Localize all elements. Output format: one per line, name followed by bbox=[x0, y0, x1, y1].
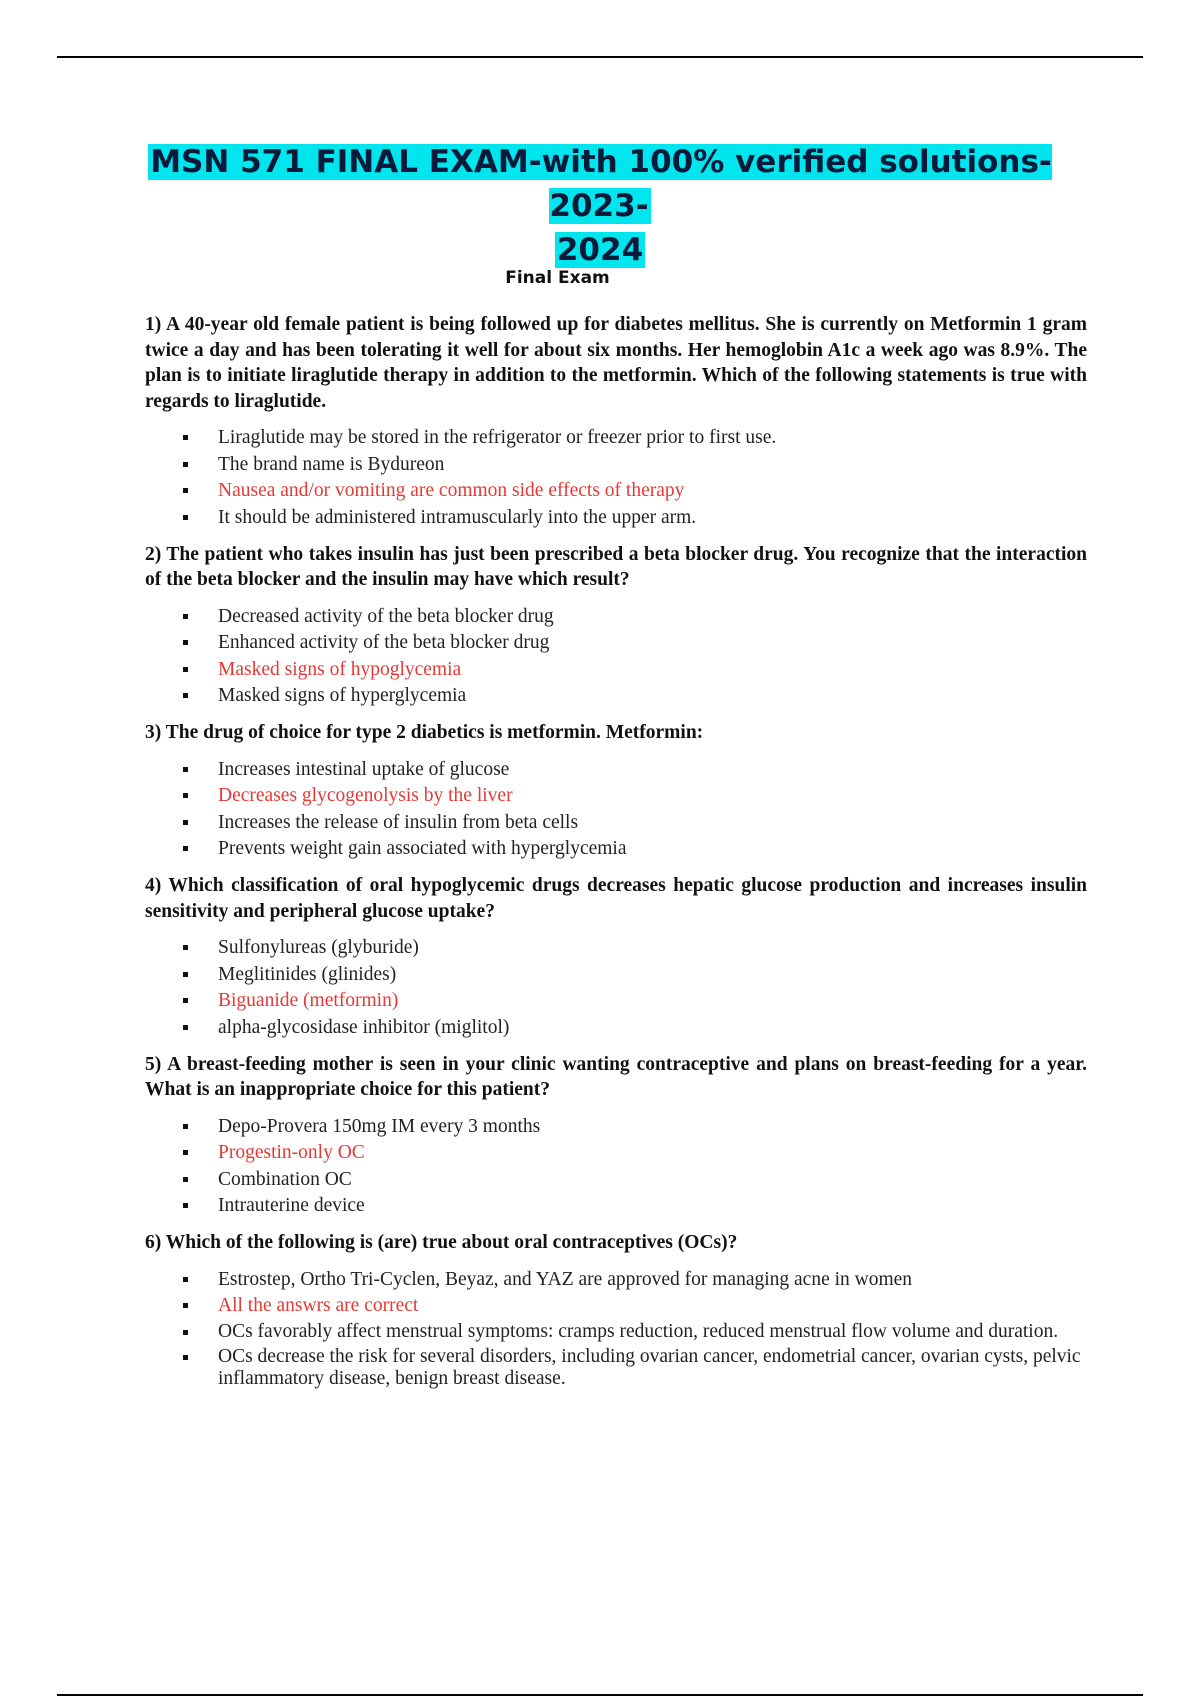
question-2-options bbox=[145, 605, 1087, 708]
option: The brand name is Bydureon bbox=[145, 453, 1087, 476]
correct-option: Biguanide (metformin) bbox=[145, 989, 1087, 1012]
option: Decreased activity of the beta blocker drug bbox=[145, 605, 1087, 628]
question-1: 1) A 40-year old female patient is being followed up for diabetes mellitus. She is currently on Metformin 1 gram twice a day and has been tolerating it well for about six months. Her hemoglobin A1c a week ago was 8.9%. The plan is to initiate liraglutide therapy in addition to the metformin. Which of the following statements is true with regards to liraglutide. bbox=[145, 314, 1087, 412]
option: Prevents weight gain associated with hyperglycemia bbox=[145, 837, 1087, 860]
option: Sulfonylureas (glyburide) bbox=[145, 936, 1087, 959]
question-6: 6) Which of the following is (are) true about oral contraceptives (OCs)? bbox=[145, 1232, 738, 1253]
question-5-options bbox=[145, 1115, 1087, 1218]
question-4: 4) Which classification of oral hypoglycemic drugs decreases hepatic glucose production and increases insulin sensitivity and peripheral glucose uptake? bbox=[145, 875, 1087, 922]
document-title bbox=[140, 140, 1060, 272]
option: Masked signs of hyperglycemia bbox=[145, 684, 1087, 707]
correct-option: All the answrs are correct bbox=[145, 1294, 1087, 1317]
question-6-options bbox=[145, 1268, 1087, 1391]
question-4-options bbox=[145, 936, 1087, 1039]
bottom-rule bbox=[57, 1694, 1143, 1696]
option: Intrauterine device bbox=[145, 1194, 1087, 1217]
correct-option: Nausea and/or vomiting are common side effects of therapy bbox=[145, 479, 1087, 502]
option: OCs decrease the risk for several disorders, including ovarian cancer, endometrial cancer, ovarian cysts, pelvic inflammatory disease, benign breast disease. bbox=[145, 1346, 1087, 1390]
option: Increases the release of insulin from beta cells bbox=[145, 811, 1087, 834]
option: Liraglutide may be stored in the refrigerator or freezer prior to first use. bbox=[145, 426, 1087, 449]
top-rule bbox=[57, 56, 1143, 58]
correct-option: Progestin-only OC bbox=[145, 1141, 1087, 1164]
question-3: 3) The drug of choice for type 2 diabetics is metformin. Metformin: bbox=[145, 722, 704, 743]
correct-option: Decreases glycogenolysis by the liver bbox=[145, 784, 1087, 807]
option: Estrostep, Ortho Tri-Cyclen, Beyaz, and YAZ are approved for managing acne in women bbox=[145, 1268, 1087, 1291]
question-list bbox=[145, 312, 1087, 1403]
option: alpha-glycosidase inhibitor (miglitol) bbox=[145, 1016, 1087, 1039]
title-line-1: MSN 571 FINAL EXAM-with 100% verified solutions-2023- bbox=[150, 144, 1052, 224]
title-line-2: 2024 bbox=[556, 232, 644, 268]
option: Meglitinides (glinides) bbox=[145, 963, 1087, 986]
option: Enhanced activity of the beta blocker drug bbox=[145, 631, 1087, 654]
question-2: 2) The patient who takes insulin has just been prescribed a beta blocker drug. You recognize that the interaction of the beta blocker and the insulin may have which result? bbox=[145, 543, 1087, 590]
option: OCs favorably affect menstrual symptoms: cramps reduction, reduced menstrual flow volume and duration. bbox=[145, 1321, 1087, 1343]
option: Depo-Provera 150mg IM every 3 months bbox=[145, 1115, 1087, 1138]
option: Combination OC bbox=[145, 1168, 1087, 1191]
document-subtitle: Final Exam bbox=[505, 268, 610, 288]
question-1-options bbox=[145, 426, 1087, 529]
option: It should be administered intramuscularly into the upper arm. bbox=[145, 506, 1087, 529]
question-5: 5) A breast-feeding mother is seen in your clinic wanting contraceptive and plans on breast-feeding for a year. What is an inappropriate choice for this patient? bbox=[145, 1053, 1087, 1100]
correct-option: Masked signs of hypoglycemia bbox=[145, 658, 1087, 681]
question-3-options bbox=[145, 758, 1087, 861]
option: Increases intestinal uptake of glucose bbox=[145, 758, 1087, 781]
